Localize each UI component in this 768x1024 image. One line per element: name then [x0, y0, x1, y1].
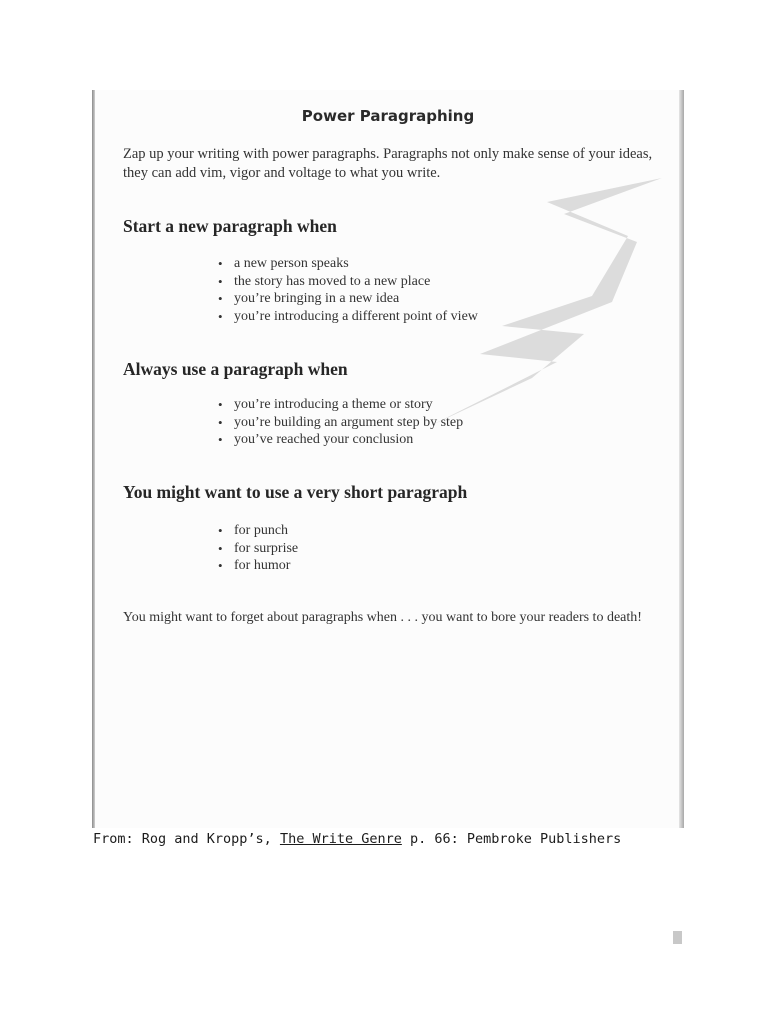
- list-item: • you’ve reached your conclusion: [218, 431, 463, 449]
- bullet-list-short: [218, 522, 298, 575]
- source-caption: [93, 831, 621, 847]
- closing-paragraph: You might want to forget about paragraphs when . . . you want to bore your readers to death!: [123, 610, 642, 625]
- bullet-list-start: [218, 255, 478, 325]
- list-item: • you’re introducing a different point of view: [218, 308, 478, 326]
- scroll-thumb[interactable]: [673, 931, 682, 944]
- list-item: • for humor: [218, 557, 298, 575]
- list-item: • for punch: [218, 522, 298, 540]
- list-item: • you’re bringing in a new idea: [218, 290, 478, 308]
- page-title: Power Paragraphing: [301, 107, 475, 125]
- section-heading-short: You might want to use a very short paragraph: [123, 482, 468, 502]
- list-item: • you’re introducing a theme or story: [218, 396, 463, 414]
- list-item: • the story has moved to a new place: [218, 273, 478, 291]
- caption-suffix: p. 66: Pembroke Publishers: [401, 831, 622, 847]
- section-heading-always: Always use a paragraph when: [123, 359, 348, 379]
- list-item: • a new person speaks: [218, 255, 478, 273]
- scanned-page: [92, 90, 684, 828]
- intro-paragraph: Zap up your writing with power paragraphs. Paragraphs not only make sense of your ideas, they can add vim, vigor and voltage to what you write.: [123, 146, 653, 181]
- book-title: The Write Genre: [279, 831, 402, 847]
- list-item: • for surprise: [218, 540, 298, 558]
- list-item: • you’re building an argument step by step: [218, 414, 463, 432]
- lightning-bolt-icon: [92, 90, 684, 828]
- caption-prefix: From: Rog and Kropp’s,: [93, 831, 280, 847]
- bullet-list-always: [218, 396, 463, 449]
- section-heading-start: Start a new paragraph when: [123, 216, 337, 236]
